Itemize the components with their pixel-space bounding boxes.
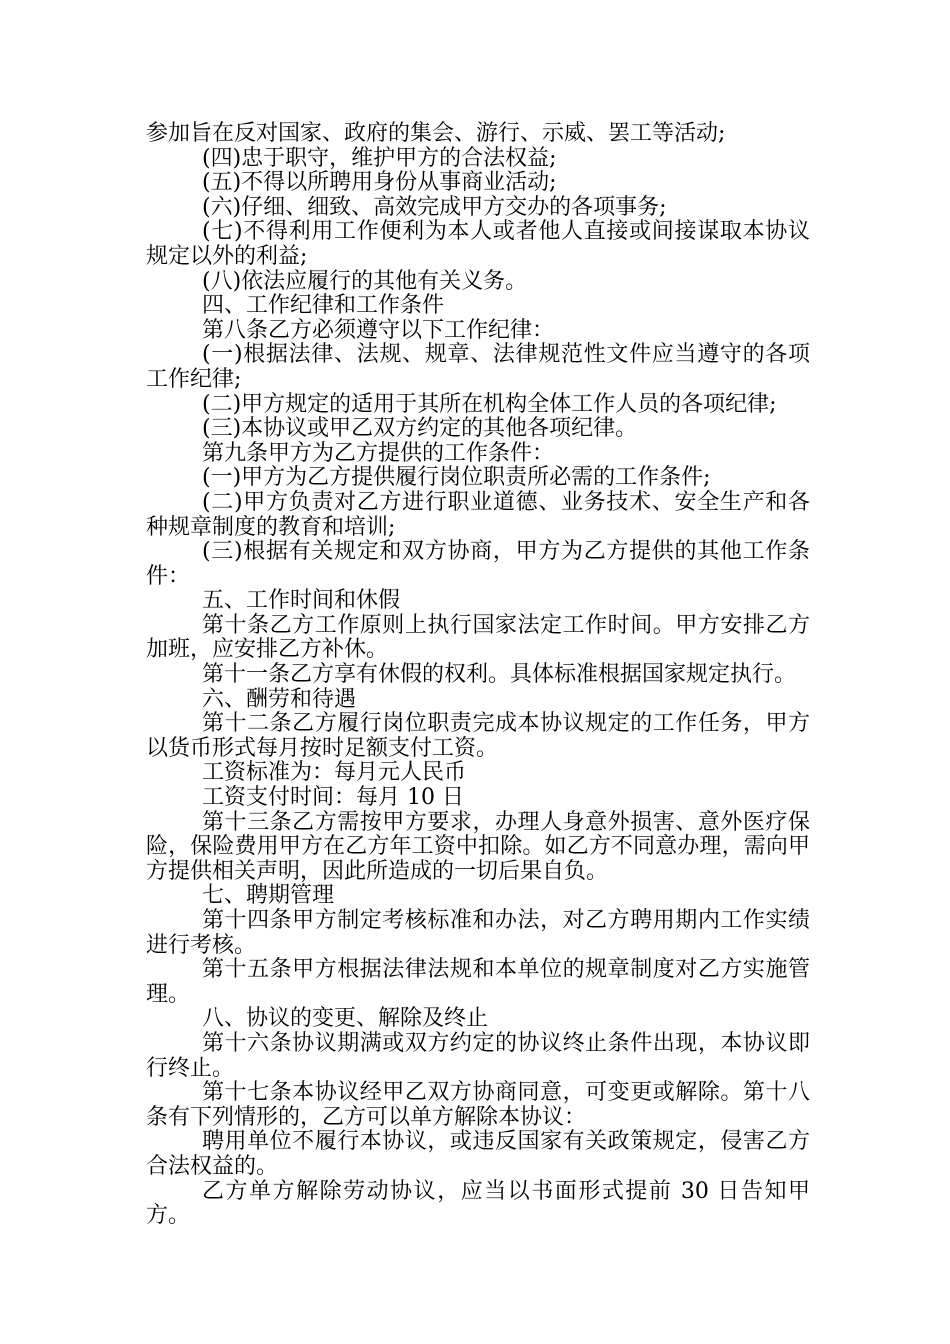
paragraph-31: 乙方单方解除劳动协议，应当以书面形式提前 30 日告知甲方。 (146, 1178, 810, 1229)
article-8: 第八条乙方必须遵守以下工作纪律： (202, 317, 555, 343)
section-heading-8: 八、协议的变更、解除及终止 (202, 1006, 489, 1032)
section-heading-7: 七、聘期管理 (202, 883, 335, 909)
article-16: 第十六条协议期满或双方约定的协议终止条件出现，本协议即行终止。 (146, 1030, 810, 1081)
paragraph-1: 参加旨在反对国家、政府的集会、游行、示威、罢工等活动; (146, 121, 726, 146)
section-heading-6: 六、酬劳和待遇 (202, 686, 357, 712)
article-17-18: 第十七条本协议经甲乙双方协商同意，可变更或解除。第十八条有下列情形的，乙方可以单方解除本协议： (146, 1080, 810, 1130)
paragraph-11: (三)本协议或甲乙双方约定的其他各项纪律。 (202, 416, 638, 442)
section-heading-5: 五、工作时间和休假 (202, 588, 401, 614)
salary-payment-time: 工资支付时间：每月 10 日 (202, 785, 464, 811)
article-11: 第十一条乙方享有休假的权利。具体标准根据国家规定执行。 (202, 662, 797, 688)
salary-standard: 工资标准为：每月元人民币 (202, 760, 467, 786)
paragraph-15: (三)根据有关规定和双方协商，甲方为乙方提供的其他工作条件： (146, 539, 810, 589)
paragraph-13: (一)甲方为乙方提供履行岗位职责所必需的工作条件; (202, 465, 711, 491)
article-9: 第九条甲方为乙方提供的工作条件： (202, 440, 555, 466)
paragraph-3: (五)不得以所聘用身份从事商业活动; (202, 170, 557, 196)
article-14: 第十四条甲方制定考核标准和办法，对乙方聘用期内工作实绩进行考核。 (146, 908, 810, 958)
article-13: 第十三条乙方需按甲方要求，办理人身意外损害、意外医疗保险，保险费用甲方在乙方年工资中扣除。如乙方不同意办理，需向甲方提供相关声明，因此所造成的一切后果自负。 (146, 809, 810, 884)
paragraph-9: (一)根据法律、法规、规章、法律规范性文件应当遵守的各项工作纪律; (146, 342, 810, 392)
document-body (146, 122, 810, 1229)
paragraph-5: (七)不得利用工作便利为本人或者他人直接或间接谋取本协议规定以外的利益; (146, 219, 810, 269)
article-15: 第十五条甲方根据法律法规和本单位的规章制度对乙方实施管理。 (146, 957, 810, 1007)
paragraph-14: (二)甲方负责对乙方进行职业道德、业务技术、安全生产和各种规章制度的教育和培训; (146, 489, 810, 540)
article-10: 第十条乙方工作原则上执行国家法定工作时间。甲方安排乙方加班，应安排乙方补休。 (146, 612, 810, 663)
paragraph-4: (六)仔细、细致、高效完成甲方交办的各项事务; (202, 194, 667, 220)
paragraph-2: (四)忠于职守，维护甲方的合法权益; (202, 145, 557, 171)
article-12: 第十二条乙方履行岗位职责完成本协议规定的工作任务，甲方以货币形式每月按时足额支付工资。 (146, 711, 810, 761)
paragraph-6: (八)依法应履行的其他有关义务。 (202, 268, 528, 294)
paragraph-30: 聘用单位不履行本协议，或违反国家有关政策规定，侵害乙方合法权益的。 (146, 1129, 810, 1179)
section-heading-4: 四、工作纪律和工作条件 (202, 293, 445, 319)
paragraph-10: (二)甲方规定的适用于其所在机构全体工作人员的各项纪律; (202, 391, 777, 417)
